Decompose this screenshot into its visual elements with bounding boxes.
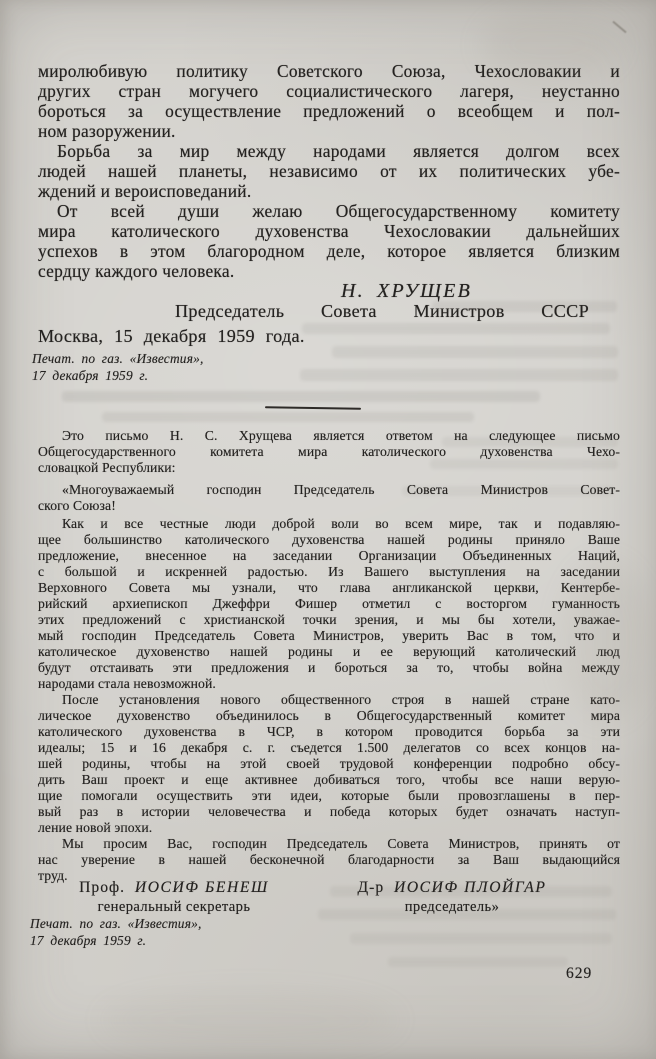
text-line: Мы просим Вас, господин Председатель Совета Министров, принять от xyxy=(62,836,620,851)
text-line: идеалы; 15 и 16 декабря с. г. съедется 1.500 делегатов со всех концов на- xyxy=(38,740,620,755)
text-line: щее большинство католического духовенства нашей родины приняло Ваше xyxy=(38,532,620,547)
text-line: миролюбивую политику Советского Союза, Чехословакии и xyxy=(38,61,620,81)
bleedthrough-smudge xyxy=(300,369,618,381)
text-line: дить Ваш проект и еще активнее добиваться того, чтобы все наши верую- xyxy=(38,772,620,787)
text-line: Это письмо Н. С. Хрущева является ответом на следующее письмо xyxy=(62,428,620,443)
text-line: с большой и искренней радостью. Из Вашего выступления на заседании xyxy=(38,564,620,579)
text-line: ном разоружении. xyxy=(38,121,176,141)
bleedthrough-smudge xyxy=(432,301,617,312)
letter-signature-name: Н. ХРУЩЕВ xyxy=(341,280,473,302)
signature-right-person: ИОСИФ ПЛОЙГАР xyxy=(393,879,547,896)
text-line: ского Союза! xyxy=(38,498,116,513)
text-line: успехов в этом благородном деле, которое является близким xyxy=(38,241,620,261)
signature-left-name xyxy=(38,879,310,897)
signature-left xyxy=(38,879,310,916)
paragraph xyxy=(38,692,620,836)
bleedthrough-smudge xyxy=(388,957,568,967)
publication-note-line: Печат. по газ. «Известия», xyxy=(30,916,202,931)
text-line: католического духовенства в ЧСР, в котором проводится борьба за эти xyxy=(38,724,620,739)
text-line: других стран могучего социалистического лагеря, неустанно xyxy=(38,81,620,101)
signature-left-person: ИОСИФ БЕНЕШ xyxy=(134,879,269,896)
text-line: Борьба за мир между народами является долгом всех xyxy=(57,141,620,161)
paper-stain xyxy=(480,10,620,80)
text-line: рийский архиепископ Джеффри Фишер отметил с восторгом гуманность xyxy=(38,596,620,611)
text-line: шей родины, чтобы на этой своей трудовой конференции подробно обсу- xyxy=(38,756,620,771)
text-line: людей нашей планеты, независимо от их политических убе- xyxy=(38,161,620,181)
paper-stain xyxy=(100,990,400,1050)
bleedthrough-smudge xyxy=(332,346,618,358)
publication-note-line: 17 декабря 1959 г. xyxy=(30,932,147,948)
text-line: Общегосударственного комитета мира католического духовенства Чехо- xyxy=(38,444,620,459)
publication-note-line: Печат. по газ. «Известия», xyxy=(32,351,204,366)
text-line: После установления нового общественного строя в нашей стране като- xyxy=(62,692,620,707)
bleedthrough-smudge xyxy=(402,486,614,496)
text-line: народами стала невозможной. xyxy=(38,676,216,691)
publication-note-line: 17 декабря 1959 г. xyxy=(32,367,149,383)
signature-left-prefix: Проф. xyxy=(79,879,130,896)
text-line: мира католического духовенства Чехословакии дальнейших xyxy=(38,221,620,241)
text-line: будут отстаивать эти предложения и бороться за то, чтобы война между xyxy=(38,660,620,675)
paragraph xyxy=(38,201,620,281)
text-line: предложение, внесенное на заседании Организации Объединенных Наций, xyxy=(38,548,620,563)
text-line: лическое духовенство объединилось в Общегосударственный комитет мира xyxy=(38,708,620,723)
text-line: «Многоуважаемый господин Председатель Совета Министров Совет- xyxy=(62,482,620,497)
signature-right-title: председатель» xyxy=(404,899,500,915)
paper-stain xyxy=(560,560,650,720)
text-line: Верховного Совета мы узнали, что глава англиканской церкви, Кентербе- xyxy=(38,580,620,595)
bleedthrough-smudge xyxy=(302,323,610,334)
paragraph xyxy=(38,516,620,692)
paragraph xyxy=(38,836,620,884)
text-line: щие помогали осуществить эти идеи, которые были провозглашены в пер- xyxy=(38,788,620,803)
letter-signature-title: Председатель Совета Министров СССР xyxy=(175,301,589,321)
text-line: сердцу каждого человека. xyxy=(38,261,235,281)
text-line: католическое духовенство нашей родины и ее верующий католический люд xyxy=(38,644,620,659)
publication-note xyxy=(30,916,202,949)
text-line: Как и все честные люди доброй воли во всем мире, так и подавляю- xyxy=(62,516,620,531)
text-line: нас уверение в нашей бесконечной благодарности за Ваш выдающийся xyxy=(38,852,620,867)
text-line: словацкой Республики: xyxy=(38,460,176,475)
bleedthrough-smudge xyxy=(430,459,618,469)
page-number: 629 xyxy=(566,965,593,982)
bleedthrough-smudge xyxy=(442,437,618,447)
editorial-body xyxy=(38,428,620,884)
bleedthrough-smudge xyxy=(318,909,616,920)
text-line: ление новой эпохи. xyxy=(38,820,153,835)
publication-note xyxy=(32,351,204,384)
text-line: вый раз в истории человечества и победа которых будет означать наступ- xyxy=(38,804,620,819)
text-line: мый господин Председатель Совета Министров, уверить Вас в том, что и xyxy=(38,628,620,643)
bleedthrough-smudge xyxy=(62,391,540,402)
text-line: бороться за осуществление предложений о всеобщем и пол- xyxy=(38,101,620,121)
text-line: От всей души желаю Общегосударственному комитету xyxy=(57,201,620,221)
bleedthrough-smudge xyxy=(102,412,474,422)
paragraph xyxy=(38,141,620,201)
letter-body xyxy=(38,61,620,281)
text-line: этих предложений с христианской точки зрения, и мы бы хотели, уважае- xyxy=(38,612,620,627)
signature-left-title: генеральный секретарь xyxy=(97,899,251,915)
section-divider xyxy=(265,406,361,410)
bleedthrough-smudge xyxy=(350,933,612,944)
text-line: ждений и вероисповеданий. xyxy=(38,181,252,201)
text-line: труд. xyxy=(38,868,68,883)
bleedthrough-smudge xyxy=(330,886,612,897)
letter-dateline: Москва, 15 декабря 1959 года. xyxy=(38,326,305,346)
signature-right-prefix: Д-р xyxy=(357,879,390,896)
